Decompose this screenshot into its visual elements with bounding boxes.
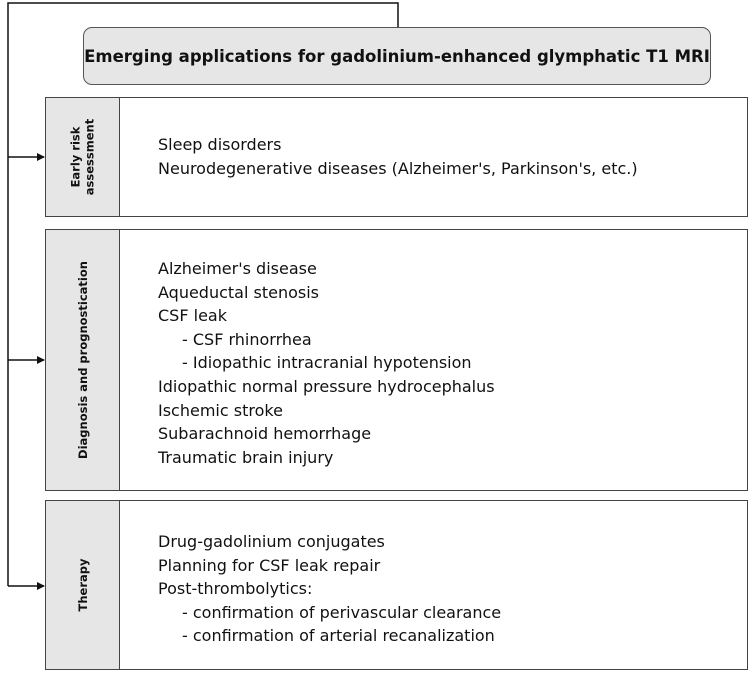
- diagram-title: [83, 27, 711, 85]
- section-label: Therapy: [75, 558, 90, 612]
- section-early-risk-assessment: [45, 97, 748, 217]
- list-item: Subarachnoid hemorrhage: [158, 424, 372, 444]
- sub-list-item: - confirmation of arterial recanalization: [182, 626, 495, 646]
- section-label-cell: [46, 98, 120, 216]
- section-content: [158, 133, 638, 180]
- section-label-cell: [46, 501, 120, 669]
- list-item: CSF leak: [158, 306, 227, 326]
- title-text: Emerging applications for gadolinium-enhanced glymphatic T1 MRI: [84, 46, 710, 66]
- list-item: Ischemic stroke: [158, 400, 283, 420]
- list-item: Planning for CSF leak repair: [158, 555, 381, 575]
- list-item: Drug-gadolinium conjugates: [158, 532, 385, 551]
- list-item: Aqueductal stenosis: [158, 282, 320, 302]
- section-label-cell: [46, 230, 120, 490]
- section-content: [158, 257, 495, 469]
- list-item: Traumatic brain injury: [158, 447, 334, 467]
- section-therapy: [45, 500, 748, 670]
- list-item: Neurodegenerative diseases (Alzheimer's, Parkinson's, etc.): [158, 158, 638, 178]
- sub-list-item: - confirmation of perivascular clearance: [182, 602, 502, 622]
- list-item: Sleep disorders: [158, 135, 282, 154]
- sub-list-item: - CSF rhinorrhea: [182, 329, 312, 349]
- section-content: [158, 530, 501, 648]
- section-label: Diagnosis and prognostication: [75, 261, 90, 459]
- list-item: Alzheimer's disease: [158, 259, 317, 278]
- list-item: Post-thrombolytics:: [158, 579, 313, 599]
- section-label: Early risk assessment: [68, 118, 97, 196]
- sub-list-item: - Idiopathic intracranial hypotension: [182, 353, 472, 373]
- list-item: Idiopathic normal pressure hydrocephalus: [158, 376, 495, 396]
- section-diagnosis-prognostication: [45, 229, 748, 491]
